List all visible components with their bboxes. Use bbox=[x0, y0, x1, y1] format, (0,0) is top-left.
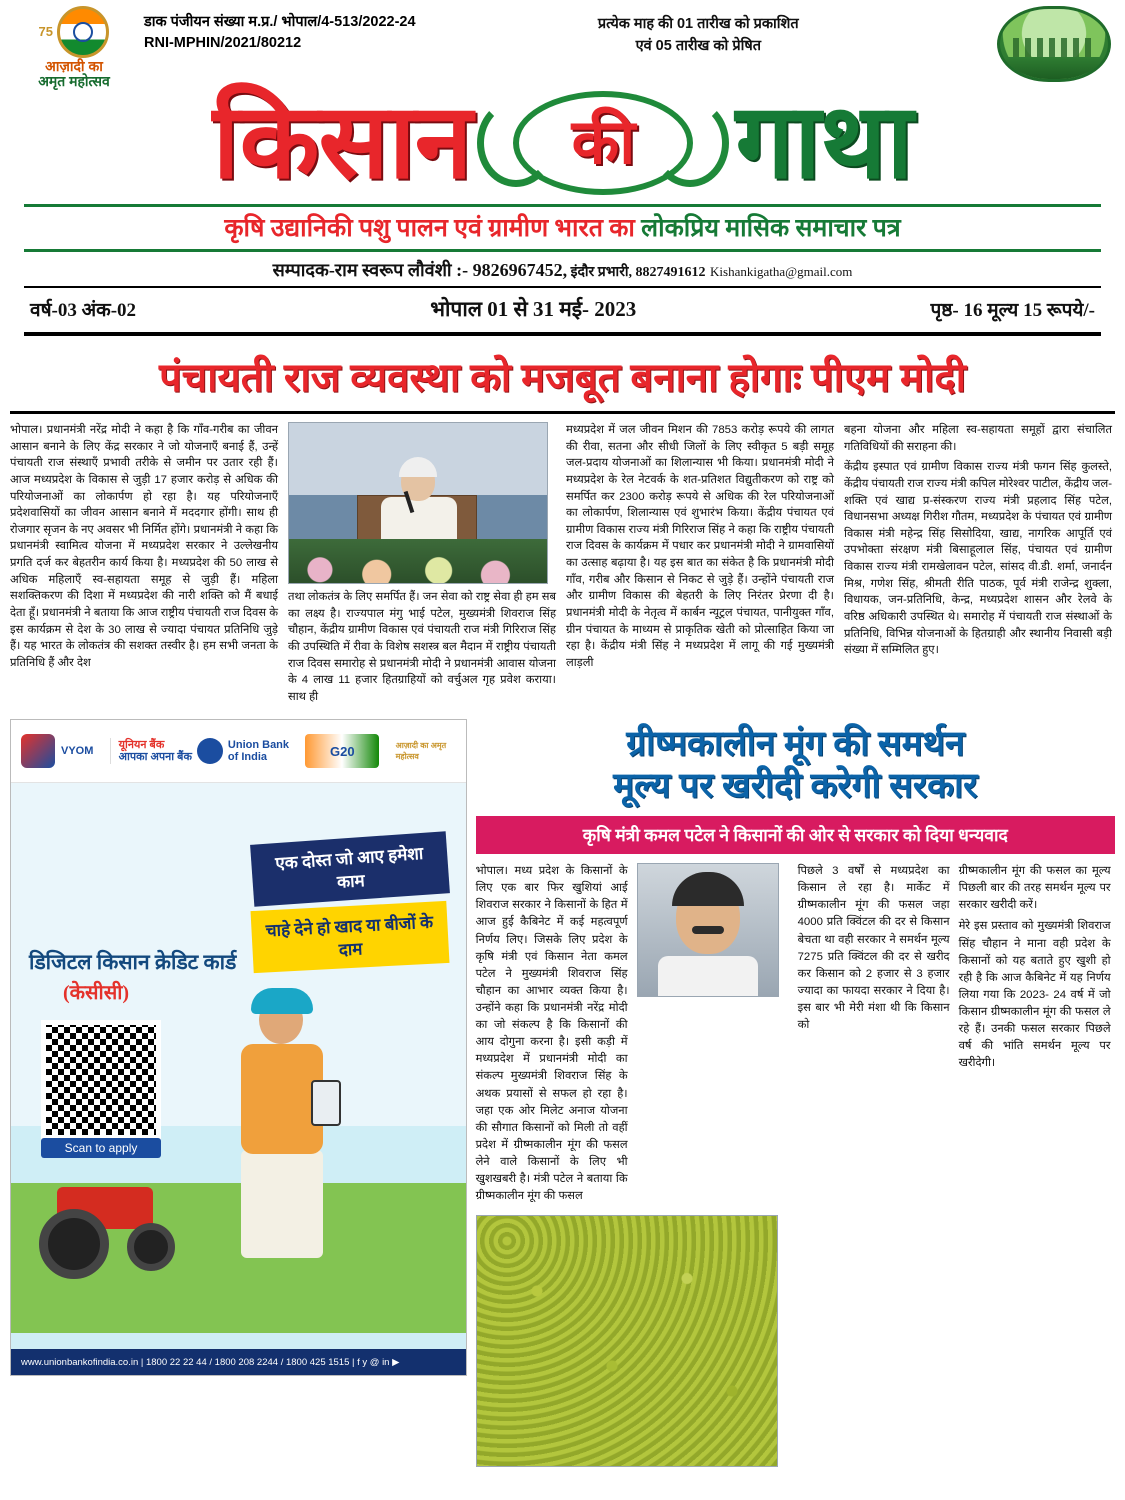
lead-col4-text-1: बहना योजना और महिला स्व-सहायता समूहों द्वारा संचालित गतिविधियों की सराहना की। bbox=[844, 424, 1112, 453]
second-headline bbox=[476, 719, 1115, 814]
issue-bar bbox=[24, 288, 1101, 336]
bank-hindi-line2: आपका अपना बैंक bbox=[118, 751, 192, 764]
second-col2-text: पिछले 3 वर्षों से मध्यप्रदेश का किसान ले रहा है। मार्केट में ग्रीष्मकालीन मूंग की फसल जहा 4000 प्रति क्विंटल की दर से किसान बेचता था वही सरकार ने समर्थन मूल्य 7275 प्रति क्विंटल की दर से खरीद कर किसान को 2 हजार से 3 हजार ज्यादा का फायदा सरकार ने दिया है। इस बार भी मेरी मंशा थी कि किसान को bbox=[797, 865, 950, 1032]
qr-code[interactable] bbox=[41, 1020, 161, 1140]
union-bank-advertisement[interactable] bbox=[10, 719, 467, 1376]
lead-story bbox=[10, 422, 1115, 709]
farm-emblem-icon bbox=[997, 6, 1111, 82]
ad-azadi-badge: आज़ादी का अमृत महोत्सव bbox=[395, 741, 447, 762]
publish-note-line1: प्रत्येक माह की 01 तारीख को प्रकाशित bbox=[597, 16, 799, 32]
vyom-label: VYOM bbox=[61, 745, 94, 758]
ad-footer[interactable]: www.unionbankofindia.co.in | 1800 22 22 44 / 1800 208 2244 / 1800 425 1515 | f y @ in ▶ bbox=[11, 1349, 466, 1375]
farmer-turban bbox=[251, 988, 313, 1014]
ashoka-chakra-icon bbox=[57, 6, 109, 58]
minister-moustache bbox=[692, 926, 724, 934]
rni-line: RNI-MPHIN/2021/80212 bbox=[144, 35, 302, 52]
bank-name-line1: Union Bank bbox=[227, 738, 290, 751]
editor-contact-line bbox=[24, 252, 1101, 288]
wreath-icon bbox=[473, 91, 733, 195]
issue-volume: वर्ष-03 अंक-02 bbox=[30, 300, 137, 321]
registration-block bbox=[144, 6, 416, 54]
ad-header bbox=[11, 720, 466, 783]
moong-crop-photo bbox=[476, 1215, 778, 1467]
issue-pages-price: पृष्ठ- 16 मूल्य 15 रूपये/- bbox=[930, 300, 1095, 321]
lead-col3-text: मध्यप्रदेश में जल जीवन मिशन की 7853 करोड़ रूपये की लागत की रीवा, सतना और सीधी जिलों के लिए स्वीकृत 5 बड़ी समूह जल-प्रदाय योजनाओं का शिलान्यास भी किया। प्रधानमंत्री मोदी ने मध्यप्रदेश के रेल नेटवर्क के शत-प्रतिशत विद्युतीकरण को राष्ट्र को समर्पित कर 2300 करोड़ रूपये से अधिक की रेल परियोजनाओं का लोकार्पण, शिलान्यास एवं शुभारंभ किया। केंद्रीय पंचायत एवं ग्रामीण विकास राज्य मंत्री गिरिराज सिंह ने कहा कि राष्ट्रीय पंचायती राज दिवस के कार्यक्रम में पधार कर प्रधानमंत्री मोदी ने ग्रामवासियों का उत्साह बढ़ाया है। यह इस बात का संकेत है कि प्रधानमंत्री मोदी गाँव, गरीब और किसान से निकट से जुड़े हैं। उन्होंने पंचायती राज और ग्रामीण विकास की बेहतरी के लिए निरंतर प्रेरणा दी है। प्रधानमंत्री मोदी के नेतृत्व में कार्बन न्यूट्रल पंचायत, पानीयुक्त गाँव, ग्रीन पंचायत के माध्यम से प्राकृतिक खेती को प्रोत्साहित किया जा रहा है। केंद्रीय मंत्री सिंह ने मध्यप्रदेश में लागू की गई मुख्यमंत्री लाड़ली bbox=[566, 424, 834, 669]
lead-col2-text: तथा लोकतंत्र के लिए समर्पित हैं। जन सेवा को राष्ट्र सेवा ही हम सब का लक्ष्य है। राज्यपाल मंगु भाई पटेल, मुख्यमंत्री शिवराज सिंह चौहान, केंद्रीय ग्रामीण विकास एवं पंचायती राज मंत्री गिरिराज सिंह की उपस्थिति में रीवा के विशेष सशस्त्र बल मैदान में राष्ट्रीय पंचायती राज दिवस समारोह से प्रधानमंत्री मोदी ने प्रधानमंत्री आवास योजना के 4 लाख 11 हजार हितग्राहियों को वर्चुअल गृह प्रवेश कराया। साथ ही bbox=[288, 591, 556, 703]
bank-name-hindi bbox=[119, 739, 192, 764]
second-story-columns bbox=[476, 863, 1115, 1209]
mobile-phone-icon bbox=[311, 1080, 341, 1126]
email-address[interactable]: Kishankigatha@gmail.com bbox=[710, 264, 853, 279]
lead-column-2 bbox=[288, 422, 556, 709]
masthead-top-row bbox=[14, 6, 1111, 90]
masthead-right bbox=[981, 6, 1111, 82]
pm-modi-photo bbox=[288, 422, 548, 584]
vyom-icon bbox=[21, 734, 55, 768]
tagline bbox=[24, 204, 1101, 252]
lead-column-4 bbox=[844, 422, 1112, 709]
bank-name-line2: of India bbox=[227, 751, 268, 764]
ad-title: डिजिटल किसान क्रेडिट कार्ड bbox=[29, 950, 237, 975]
second-column-2 bbox=[637, 863, 789, 1209]
second-headline-line2: मूल्य पर खरीदी करेगी सरकार bbox=[613, 765, 978, 805]
second-story bbox=[476, 719, 1115, 1467]
azadi-75 bbox=[14, 6, 134, 58]
title-word-ki: की bbox=[571, 109, 636, 177]
farmer-illustration bbox=[207, 988, 357, 1288]
bottom-section bbox=[10, 719, 1115, 1467]
second-col3-text-1: ग्रीष्मकालीन मूंग की फसल का मूल्य पिछली बार की तरह समर्थन मूल्य पर सरकार खरीदी करें। bbox=[958, 865, 1111, 912]
minister-body bbox=[658, 956, 758, 997]
second-col3-text-2: मेरे इस प्रस्ताव को मुख्यमंत्री शिवराज सिंह चौहान ने माना वही प्रदेश के किसानों को यह बताते हुए खुशी हो रही है कि आज कैबिनेट में यह निर्णय लिया गया कि 2023- 24 वर्ष में जो किसान ग्रीष्मकालीन मूंग की फसल ले रहे हैं। उनकी फसल सरकार पिछले वर्ष की भांति समर्थन मूल्य पर खरीदेगी। bbox=[958, 920, 1111, 1070]
publish-note bbox=[598, 6, 799, 58]
second-column-3 bbox=[798, 863, 950, 1209]
g20-logo: G20 bbox=[305, 734, 379, 768]
tractor-illustration bbox=[31, 1157, 191, 1267]
ad-burst-line2: चाहे देने हो खाद या बीजों के दाम bbox=[250, 901, 449, 973]
vyom-logo bbox=[21, 734, 93, 768]
masthead bbox=[0, 0, 1125, 336]
second-subheadline-ribbon: कृषि मंत्री कमल पटेल ने किसानों की ओर से सरकार को दिया धन्यवाद bbox=[476, 814, 1115, 856]
title-badge bbox=[473, 85, 733, 201]
bank-name-en bbox=[228, 739, 289, 764]
issue-date: भोपाल 01 से 31 मई- 2023 bbox=[430, 297, 637, 321]
tagline-green: लोकप्रिय मासिक समाचार पत्र bbox=[641, 215, 901, 242]
azadi-number: 75 bbox=[38, 24, 53, 40]
newspaper-title bbox=[14, 84, 1111, 202]
second-column-4 bbox=[959, 863, 1111, 1209]
azadi-line1: आज़ादी का bbox=[45, 58, 103, 74]
lead-column-3 bbox=[566, 422, 834, 709]
union-bank-logo bbox=[110, 738, 289, 764]
tractor-rear-wheel bbox=[39, 1209, 109, 1279]
tagline-red: कृषि उद्यानिकी पशु पालन एवं ग्रामीण भारत का bbox=[224, 215, 642, 242]
second-col1-text: भोपाल। मध्य प्रदेश के किसानों के लिए एक बार फिर खुशियां आई शिवराज सरकार ने किसानों के हित में आज हुई कैबिनेट में कई महत्वपूर्ण निर्णय लिए। जिसके लिए प्रदेश के कृषि मंत्री एवं किसान नेता कमल पटेल ने मुख्यमंत्री शिवराज सिंह चौहान का आभार व्यक्त किया है। उन्होंने कहा कि प्रधानमंत्री नरेंद्र मोदी का जो संकल्प है कि किसानों की आय दोगुना करना है। इसी कड़ी में मध्यप्रदेश में प्रधानमंत्री मोदी का संकल्प मुख्यमंत्री शिवराज सिंह के अथक प्रयासों से सफल हो रहा है। जहा एक ओर मिलेट अनाज योजना की सौगात किसानों को मिली तो वहीं प्रदेश में ग्रीष्मकालीन मूंग की फसल लेने वाले किसानों के लिए भी खुशखबरी है। मंत्री पटेल ने बताया कि ग्रीष्मकालीन मूंग की फसल bbox=[475, 865, 628, 1203]
second-headline-line1: ग्रीष्मकालीन मूंग की समर्थन bbox=[626, 724, 965, 764]
flower-decoration bbox=[289, 539, 547, 583]
title-word-gatha: गाथा bbox=[735, 85, 913, 200]
kamal-patel-photo bbox=[637, 863, 779, 997]
lead-col4-text-2: केंद्रीय इस्पात एवं ग्रामीण विकास राज्य मंत्री फगन सिंह कुलस्ते, केंद्रीय पंचायती राज राज्य मंत्री कपिल मोरेश्वर पाटील, केंद्रीय जल-शक्ति एवं खाद्य प्र-संस्करण राज्य मंत्री प्रहलाद सिंह पटेल, विधानसभा अध्यक्ष गिरीश गौतम, मध्यप्रदेश के पंचायत एवं ग्रामीण विकास मंत्री महेन्द्र सिंह सिसोदिया, खाद्य, नागरिक आपूर्ति एवं उपभोक्ता संरक्षण मंत्री बिसाहूलाल सिंह, पंचायत एवं ग्रामीण विकास राज्य मंत्री रामखेलावन पटेल, सांसद वी.डी. शर्मा, जनार्दन मिश्र, गणेश सिंह, श्रीमती रीति पाठक, पूर्व मंत्री राजेन्द्र शुक्ला, विधायक, जन-प्रतिनिधि, केन्द्र, मध्यप्रदेश शासन और रेलवे के वरिष्ठ अधिकारी उपस्थित थे। समारोह में पंचायती राज संस्थाओं के प्रतिनिधि, विभिन्न योजनाओं के हितग्राही और स्थानीय निवासी बड़ी संख्या में सम्मिलित हुए। bbox=[844, 461, 1112, 657]
qr-scan-label: Scan to apply bbox=[41, 1138, 161, 1158]
lead-column-1 bbox=[10, 422, 278, 709]
masthead-left bbox=[14, 6, 416, 88]
ad-burst-group bbox=[252, 838, 448, 968]
postal-reg-line: डाक पंजीयन संख्या म.प्र./ भोपाल/4-513/2022-24 bbox=[144, 14, 416, 30]
azadi-logo bbox=[14, 6, 134, 88]
lead-headline: पंचायती राज व्यवस्था को मजबूत बनाना होगाः पीएम मोदी bbox=[10, 336, 1115, 414]
tractor-front-wheel bbox=[127, 1223, 175, 1271]
ad-burst-line1: एक दोस्त जो आए हमेशा काम bbox=[250, 832, 450, 908]
publish-note-line2: एवं 05 तारीख को प्रेषित bbox=[635, 37, 761, 54]
union-bank-icon bbox=[197, 738, 223, 764]
title-word-kisan: किसान bbox=[212, 85, 472, 200]
second-column-1 bbox=[476, 863, 628, 1209]
farmer-dhoti bbox=[241, 1150, 323, 1258]
indore-incharge: इंदौर प्रभारी, 8827491612 bbox=[567, 265, 706, 280]
editor-name-phone: सम्पादक-राम स्वरूप लौवंशी :- 9826967452, bbox=[272, 260, 568, 280]
lead-col1-text: भोपाल। प्रधानमंत्री नरेंद्र मोदी ने कहा है कि गाँव-गरीब का जीवन आसान बनाने के लिए केंद्र सरकार ने जो योजनाएँ बनाई हैं, उन्हें पंचायती राज संस्थाएँ प्रभावी तरीके से जमीन पर उतार रही हैं। आज मध्यप्रदेश के विकास से जुड़ी 17 हजार करोड़ से अधिक की परियोजनाओं का लोकार्पण हो रहा है। यह परियोजनाएँ प्रदेशवासियों का जीवन आसान बनाने में मददगार होंगी। साथ ही रोजगार सृजन के नए अवसर भी निर्मित होंगे। प्रधानमंत्री ने कहा कि प्रधानमंत्री स्वामित्व योजना में मध्यप्रदेश सरकार ने उल्लेखनीय प्रगति दर्ज कर बेहतरीन कार्य किया है। मध्यप्रदेश की 50 लाख से अधिक महिलाएँ स्व-सहायता समूह से जुड़ी हैं। महिला सशक्तिकरण की दिशा में मध्यप्रदेश की नारी शक्ति को मैं बधाई देता हूँ। प्रधानमंत्री ने बताया कि आज राष्ट्रीय पंचायती राज दिवस के इस कार्यक्रम से देश के 30 लाख से ज्यादा पंचायत प्रतिनिधि जुड़े हैं। यह भारत के लोकतंत्र की सशक्त तस्वीर है। हम सभी जनता के प्रतिनिधि हैं और देश bbox=[10, 424, 278, 669]
bank-hindi-line1: यूनियन बैंक bbox=[118, 738, 165, 751]
azadi-line2: अमृत महोत्सव bbox=[38, 72, 110, 89]
ad-subtitle: (केसीसी) bbox=[63, 982, 130, 1005]
speaker-body bbox=[381, 497, 457, 543]
